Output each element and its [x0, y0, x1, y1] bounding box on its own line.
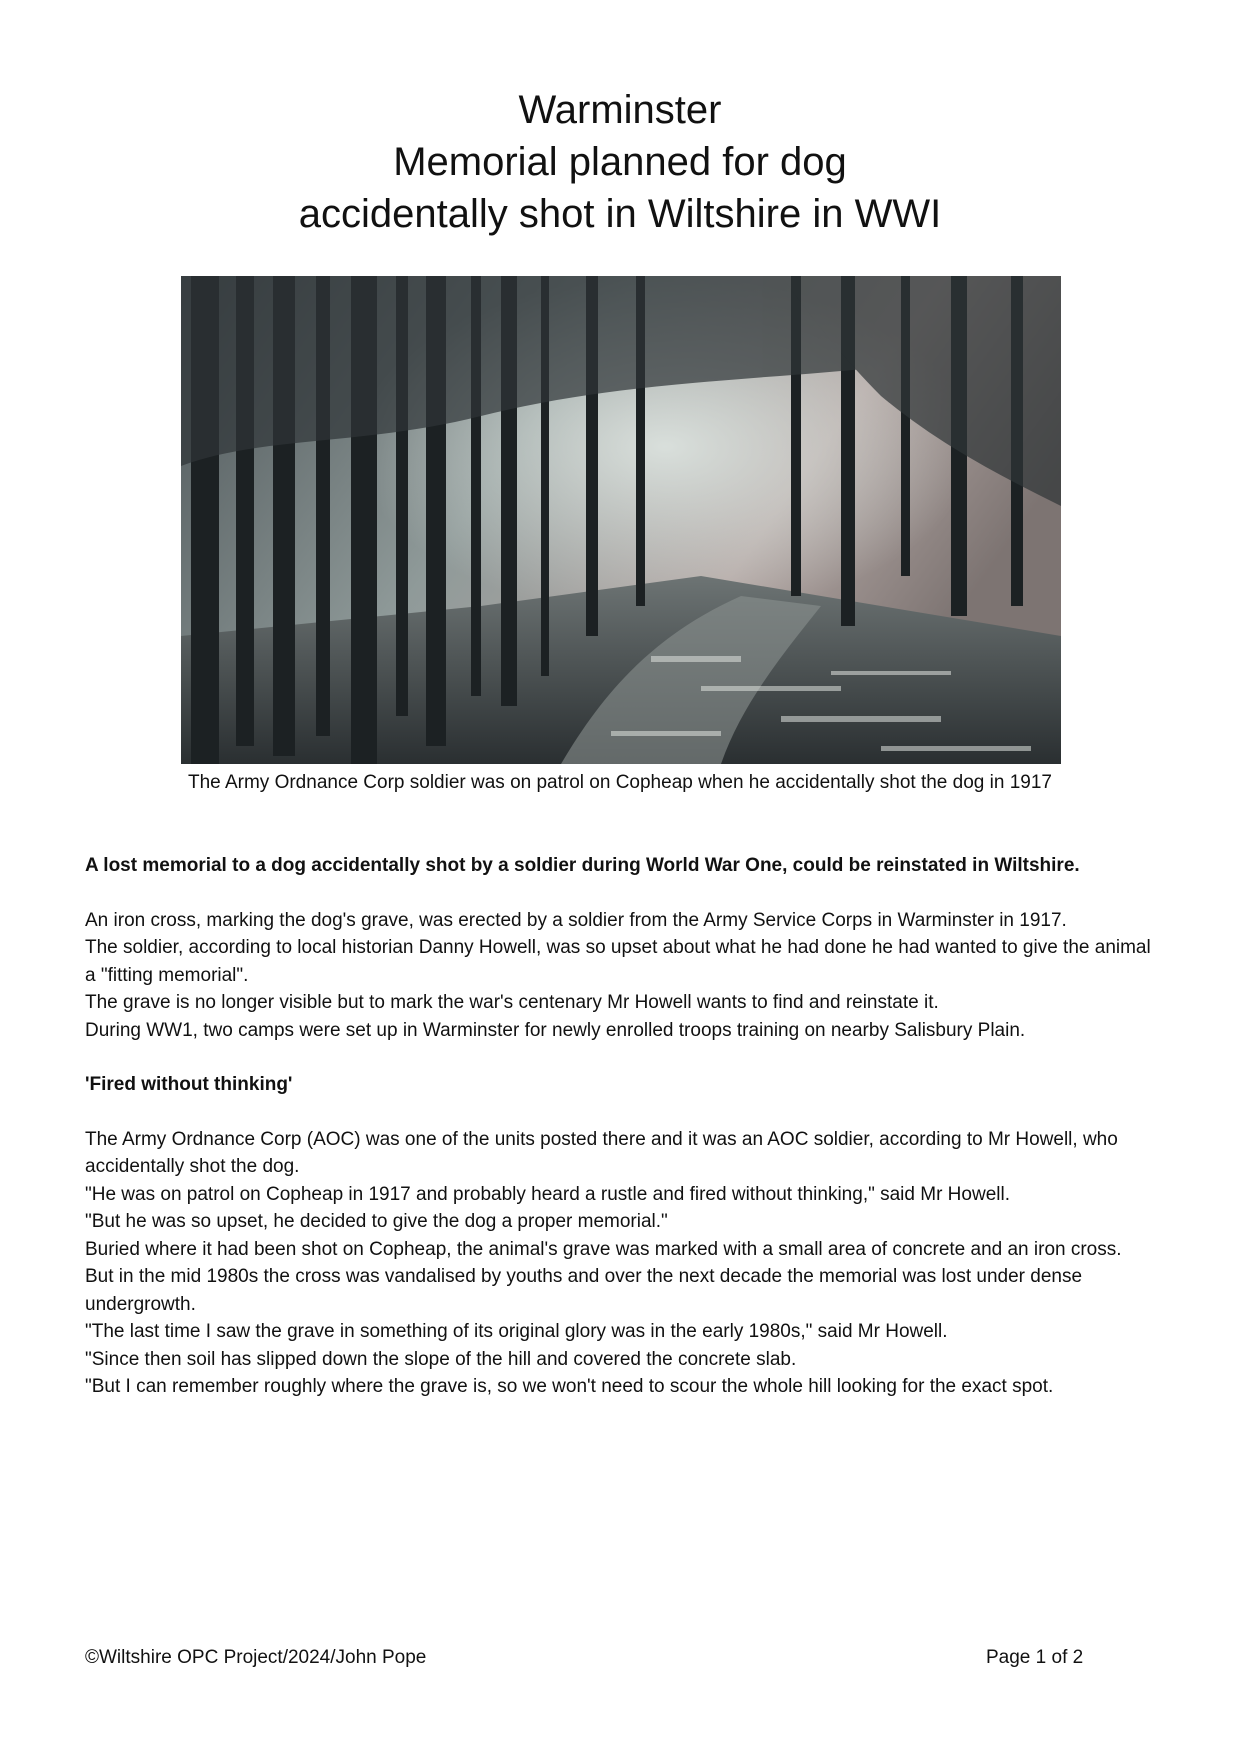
- paragraph: "But I can remember roughly where the grave is, so we won't need to scour the whole hill looking for the exact spot.: [85, 1376, 1054, 1397]
- article-body: [85, 852, 1165, 1401]
- lead-paragraph: A lost memorial to a dog accidentally shot by a soldier during World War One, could be reinstated in Wiltshire.: [85, 855, 1080, 876]
- paragraph: "The last time I saw the grave in something of its original glory was in the early 1980s," said Mr Howell.: [85, 1321, 948, 1342]
- footer-copyright: ©Wiltshire OPC Project/2024/John Pope: [85, 1647, 427, 1668]
- photo-caption: The Army Ordnance Corp soldier was on patrol on Copheap when he accidentally shot the dog in 1917: [188, 772, 1052, 793]
- page-title: [0, 84, 1240, 240]
- paragraph: "He was on patrol on Copheap in 1917 and probably heard a rustle and fired without thinking," said Mr Howell.: [85, 1183, 1010, 1205]
- subheading: 'Fired without thinking': [85, 1074, 293, 1095]
- paragraph: "But he was so upset, he decided to give the dog a proper memorial.": [85, 1211, 668, 1232]
- paragraph: The Army Ordnance Corp (AOC) was one of the units posted there and it was an AOC soldier, according to Mr Howell, who accidentally shot the dog.: [85, 1128, 1118, 1177]
- paragraph: But in the mid 1980s the cross was vandalised by youths and over the next decade the memorial was lost under dense undergrowth.: [85, 1266, 1083, 1315]
- title-line-1: Warminster: [518, 88, 722, 132]
- title-line-3: accidentally shot in Wiltshire in WWI: [298, 192, 942, 236]
- woodland-path-photo: [181, 276, 1061, 764]
- paragraph: Buried where it had been shot on Copheap, the animal's grave was marked with a small area of concrete and an iron cross.: [85, 1238, 1122, 1260]
- paragraph: An iron cross, marking the dog's grave, was erected by a soldier from the Army Service Corps in Warminster in 1917.: [85, 909, 1067, 931]
- page-number: Page 1 of 2: [986, 1647, 1084, 1668]
- paragraph: The grave is no longer visible but to mark the war's centenary Mr Howell wants to find and reinstate it.: [85, 992, 939, 1013]
- paragraph: "Since then soil has slipped down the slope of the hill and covered the concrete slab.: [85, 1348, 797, 1370]
- paragraph: During WW1, two camps were set up in Warminster for newly enrolled troops training on nearby Salisbury Plain.: [85, 1019, 1026, 1041]
- paragraph: The soldier, according to local historian Danny Howell, was so upset about what he had done he had wanted to give the animal a "fitting memorial".: [85, 937, 1151, 986]
- title-line-2: Memorial planned for dog: [393, 140, 847, 184]
